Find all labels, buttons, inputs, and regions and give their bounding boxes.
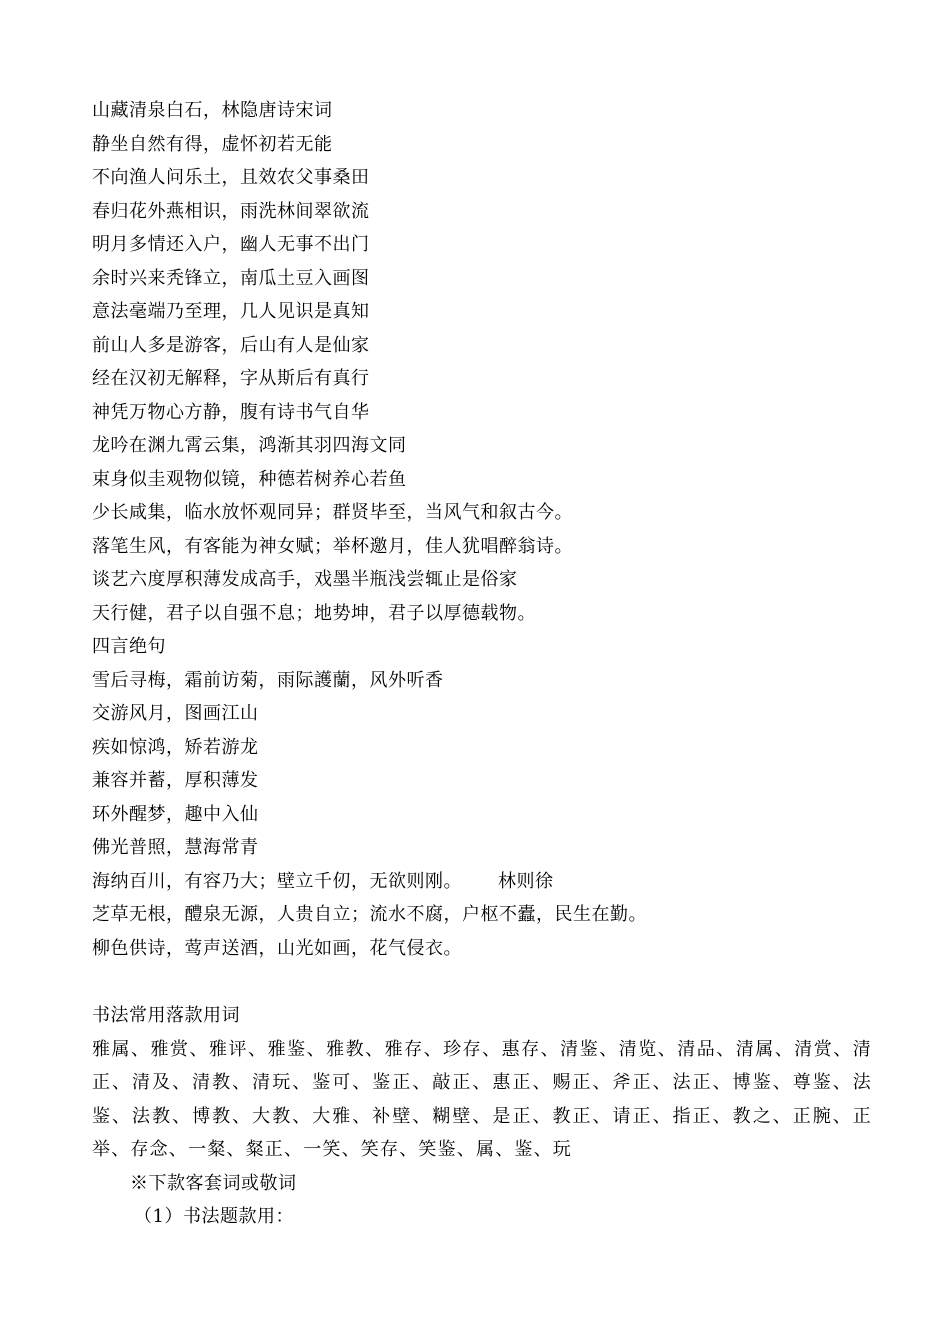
couplet-line: 经在汉初无解释，字从斯后有真行 [92, 368, 370, 389]
couplet-line: 余时兴来秃锋立，南瓜土豆入画图 [92, 267, 370, 289]
four-char-line: 环外醒梦，趣中入仙 [92, 803, 259, 825]
section-gap [92, 965, 872, 999]
couplet-line: 明月多情还入户，幽人无事不出门 [92, 234, 370, 255]
four-char-line: 疾如惊鸿，矫若游龙 [92, 736, 259, 758]
couplet-line: 天行健，君子以自强不息；地势坤，君子以厚德载物。 [92, 602, 536, 624]
couplet-line: 落笔生风，有客能为神女赋；举杯邀月，佳人犹唱醉翁诗。 [92, 535, 573, 557]
four-char-line: 兼容并蓄，厚积薄发 [92, 770, 259, 791]
inscription-terms: 雅属、雅赏、雅评、雅鉴、雅教、雅存、珍存、惠存、清鉴、清览、清品、清属、清赏、清正、清及、清教、清玩、鉴可、鉴正、敲正、惠正、赐正、斧正、法正、博鉴、尊鉴、法鉴、法教、博教、大教、大雅、补壁、糊壁、是正、教正、请正、指正、教之、正腕、正举、存念、一粲、粲正、一笑、笑存、笑鉴、属、鉴、玩 [92, 1038, 872, 1160]
couplet-line: 谈艺六度厚积薄发成高手，戏墨半瓶浅尝辄止是俗家 [92, 569, 518, 590]
couplet-line: 神凭万物心方静，腹有诗书气自华 [92, 401, 370, 423]
four-char-line: 交游风月，图画江山 [92, 703, 259, 724]
couplet-line: 前山人多是游客，后山有人是仙家 [92, 334, 370, 356]
attributed-line: 海纳百川，有容乃大；壁立千仞，无欲则刚。 [92, 870, 462, 892]
four-char-extra-line: 柳色供诗，莺声送酒，山光如画，花气侵衣。 [92, 937, 462, 959]
four-char-extra-line: 芝草无根，醴泉无源，人贵自立；流水不腐，户枢不蠹，民生在勤。 [92, 904, 647, 925]
attributed-line-row [92, 865, 872, 899]
couplet-line: 束身似圭观物似镜，种德若树养心若鱼 [92, 468, 407, 490]
four-char-line: 佛光普照，慧海常青 [92, 837, 259, 858]
document-content [92, 94, 872, 1234]
inscription-heading: 书法常用落款用词 [92, 1005, 240, 1026]
couplet-line: 春归花外燕相识，雨洗林间翠欲流 [92, 200, 370, 222]
couplet-line: 山藏清泉白石，林隐唐诗宋词 [92, 100, 333, 121]
attribution: 林则徐 [498, 870, 554, 892]
inscription-note: ※下款客套词或敬词 [130, 1172, 297, 1194]
inscription-subheading: （1）书法题款用： [134, 1206, 294, 1227]
couplet-line: 少长咸集，临水放怀观同异；群贤毕至，当风气和叙古今。 [92, 502, 573, 523]
four-char-heading: 四言绝句 [92, 636, 166, 657]
couplet-line: 意法毫端乃至理，几人见识是真知 [92, 301, 370, 322]
couplet-line: 静坐自然有得，虚怀初若无能 [92, 133, 333, 155]
couplet-line: 龙吟在渊九霄云集，鸿渐其羽四海文同 [92, 435, 407, 456]
couplet-line: 不向渔人问乐土，且效农父事桑田 [92, 167, 370, 188]
four-char-line: 雪后寻梅，霜前访菊，雨际護蘭，风外听香 [92, 669, 444, 691]
